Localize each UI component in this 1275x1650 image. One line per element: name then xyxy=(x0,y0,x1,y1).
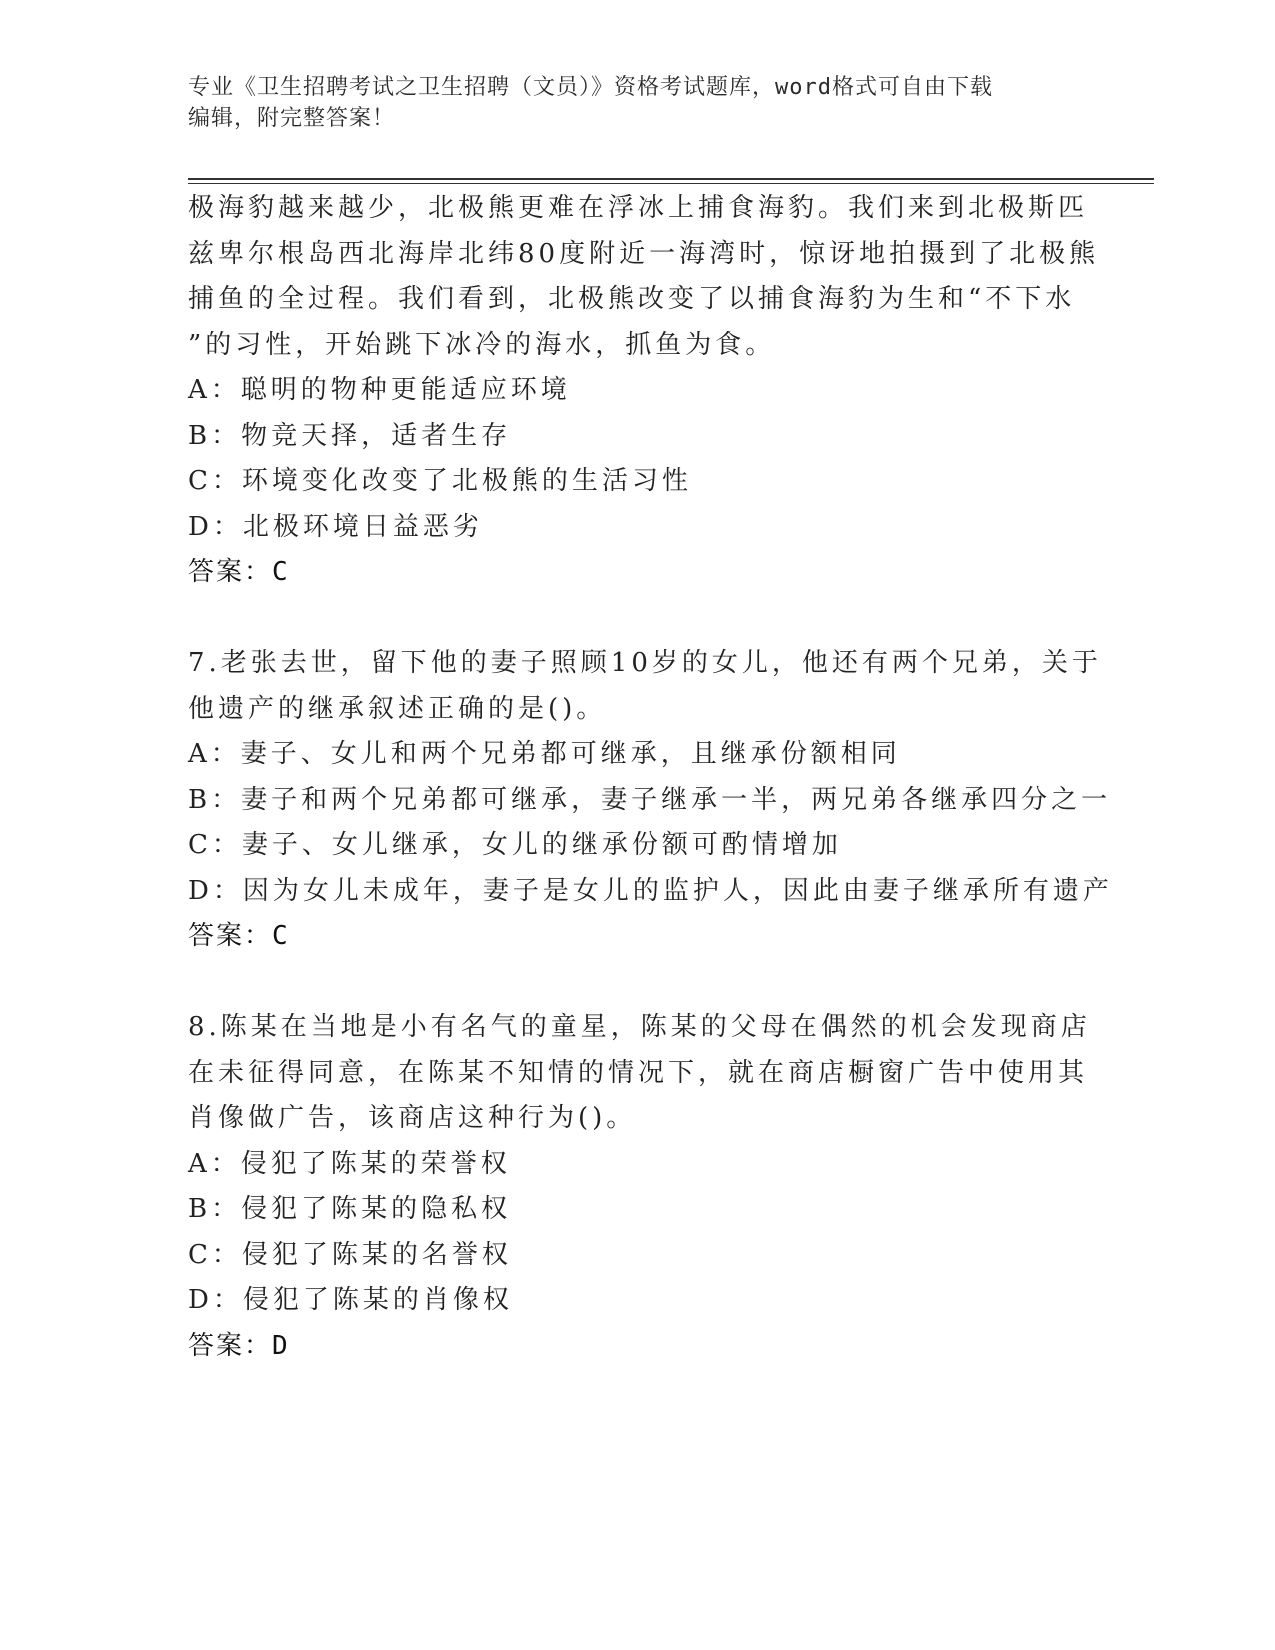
option-a: A：聪明的物种更能适应环境 xyxy=(188,375,571,405)
question-stem-line: 极海豹越来越少，北极熊更难在浮冰上捕食海豹。我们来到北极斯匹 xyxy=(188,193,1089,223)
option-b: B：妻子和两个兄弟都可继承，妻子继承一半，两兄弟各继承四分之一 xyxy=(188,784,1112,815)
question-stem-line: 捕鱼的全过程。我们看到，北极熊改变了以捕食海豹为生和“不下水 xyxy=(188,284,1076,314)
document-body xyxy=(188,186,1113,1369)
option-d: D：因为女儿未成年，妻子是女儿的监护人，因此由妻子继承所有遗产 xyxy=(188,875,1113,906)
spacer xyxy=(188,596,1088,642)
question-stem-line: 兹卑尔根岛西北海岸北纬80度附近一海湾时，惊讶地拍摄到了北极熊 xyxy=(188,238,1100,269)
option-c: C：侵犯了陈某的名誉权 xyxy=(188,1239,512,1270)
option-a: A：妻子、女儿和两个兄弟都可继承，且继承份额相同 xyxy=(188,739,901,769)
document-header xyxy=(188,72,1088,134)
question-stem-line: 在未征得同意，在陈某不知情的情况下，就在商店橱窗广告中使用其 xyxy=(188,1057,1089,1088)
option-b: B：物竞天择，适者生存 xyxy=(188,420,512,451)
question-7 xyxy=(188,641,1113,960)
question-stem-line: ”的习性，开始跳下冰冷的海水，抓鱼为食。 xyxy=(188,329,776,360)
spacer xyxy=(188,960,1088,1006)
header-line-2: 编辑，附完整答案！ xyxy=(188,106,396,131)
option-d: D：北极环境日益恶劣 xyxy=(188,511,483,542)
option-c: C：环境变化改变了北极熊的生活习性 xyxy=(188,466,692,496)
header-line-1: 专业《卫生招聘考试之卫生招聘（文员）》资格考试题库，word格式可自由下载 xyxy=(188,75,993,100)
question-6 xyxy=(188,186,1100,596)
header-divider xyxy=(188,178,1154,184)
question-stem-line: 8.陈某在当地是小有名气的童星，陈某的父母在偶然的机会发现商店 xyxy=(188,1012,1091,1042)
question-8 xyxy=(188,1005,1091,1369)
answer-line: 答案：D xyxy=(188,1330,290,1361)
option-a: A：侵犯了陈某的荣誉权 xyxy=(188,1148,511,1179)
option-d: D：侵犯了陈某的肖像权 xyxy=(188,1285,513,1315)
question-stem-line: 肖像做广告，该商店这种行为()。 xyxy=(188,1103,637,1133)
option-c: C：妻子、女儿继承，女儿的继承份额可酌情增加 xyxy=(188,830,842,860)
question-stem-line: 他遗产的继承叙述正确的是()。 xyxy=(188,693,607,724)
answer-line: 答案：C xyxy=(188,921,290,951)
option-b: B：侵犯了陈某的隐私权 xyxy=(188,1194,512,1224)
question-stem-line: 7.老张去世，留下他的妻子照顾10岁的女儿，他还有两个兄弟，关于 xyxy=(188,648,1102,678)
answer-line: 答案：C xyxy=(188,557,290,587)
